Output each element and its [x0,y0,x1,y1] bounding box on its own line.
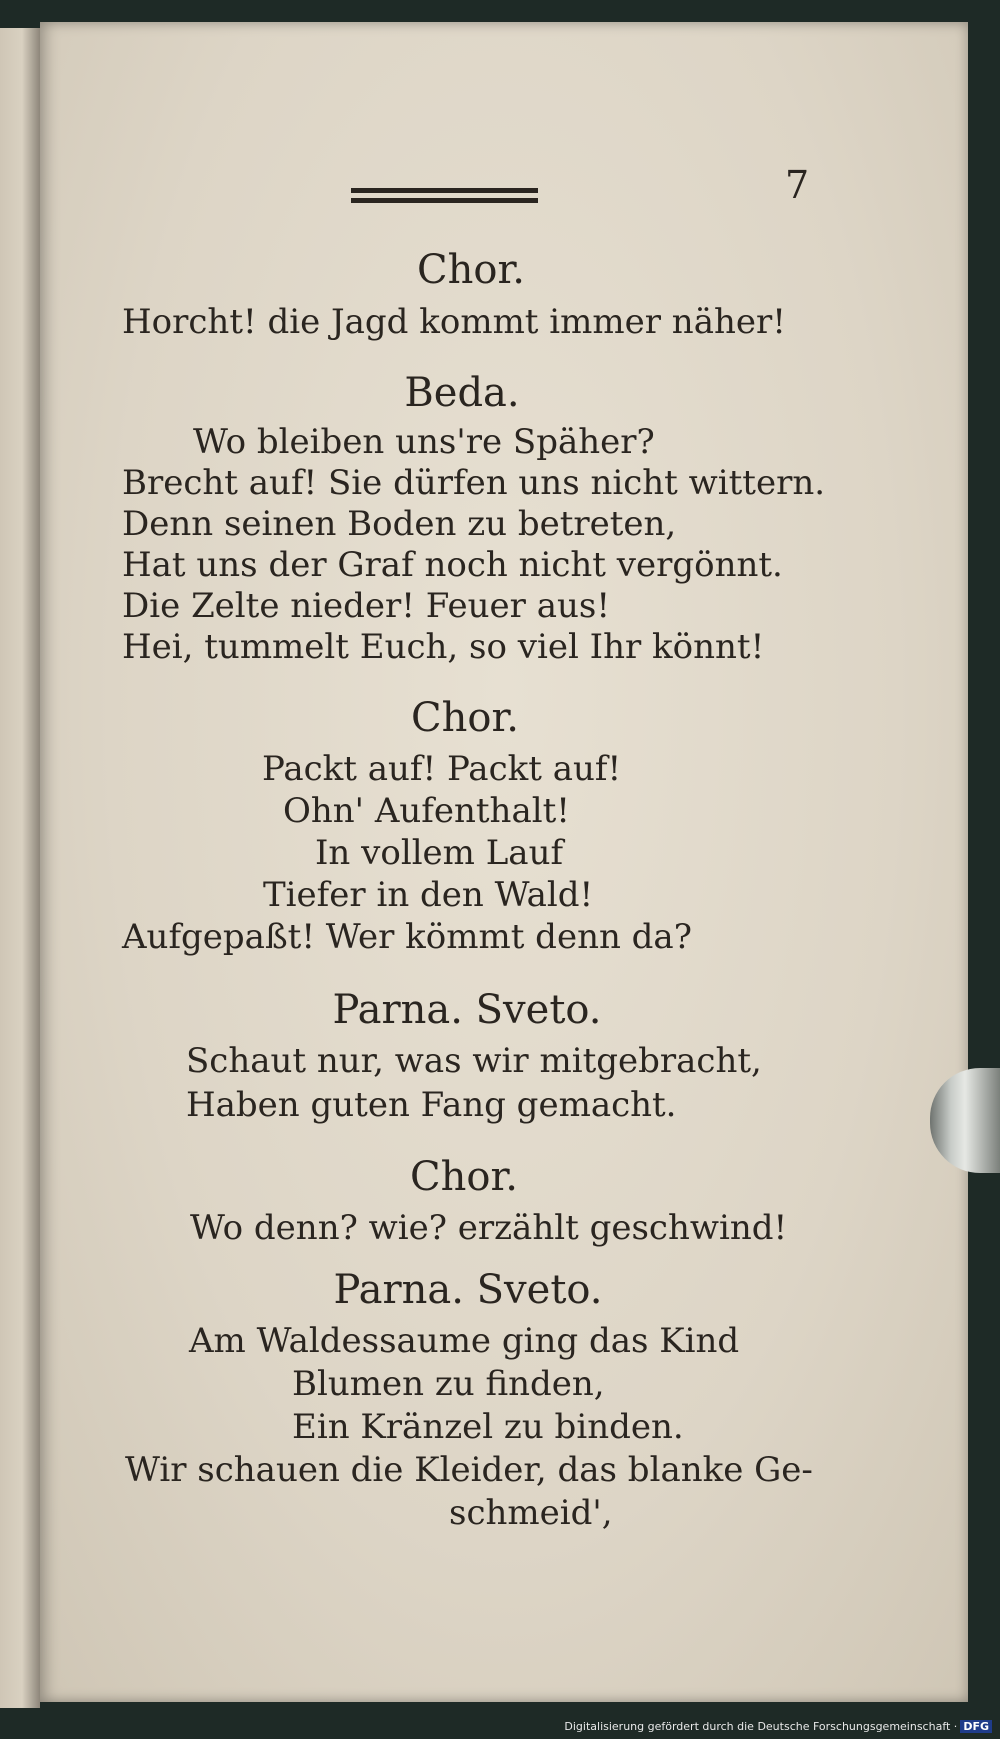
verse-line: Die Zelte nieder! Feuer aus! [122,586,610,626]
verse-line: Denn seinen Boden zu betreten, [122,504,677,544]
verse-line: Ohn' Aufenthalt! [283,791,570,831]
verse-line: Packt auf! Packt auf! [262,749,622,789]
verse-line: Ein Kränzel zu binden. [292,1407,684,1447]
verse-line: Aufgepaßt! Wer kömmt denn da? [122,917,692,957]
speaker-beda: Beda. [404,370,520,416]
dfg-logo: DFG [960,1720,992,1733]
left-page-edge [0,28,40,1708]
verse-line: Am Waldessaume ging das Kind [189,1321,740,1361]
speaker-chor-3: Chor. [410,1154,518,1200]
verse-line: Wo bleiben uns're Späher? [193,422,655,462]
speaker-chor-2: Chor. [411,695,519,741]
header-double-rule [351,188,538,208]
digitization-credit [564,1720,992,1733]
verse-line: Wir schauen die Kleider, das blanke Ge- [125,1450,813,1490]
speaker-parna-sveto-2: Parna. Sveto. [333,1267,603,1313]
verse-line: Horcht! die Jagd kommt immer näher! [122,302,786,342]
verse-line: Blumen zu finden, [292,1364,605,1404]
verse-line: schmeid', [449,1493,613,1533]
verse-line: In vollem Lauf [315,833,564,873]
verse-line: Schaut nur, was wir mitgebracht, [186,1041,762,1081]
speaker-chor-1: Chor. [417,247,525,293]
verse-line: Hei, tummelt Euch, so viel Ihr könnt! [122,627,765,667]
credit-text: Digitalisierung gefördert durch die Deutsche Forschungsgemeinschaft · [564,1720,958,1733]
page-number: 7 [785,163,810,207]
speaker-parna-sveto-1: Parna. Sveto. [332,987,602,1033]
verse-line: Hat uns der Graf noch nicht vergönnt. [122,545,783,585]
verse-line: Wo denn? wie? erzählt geschwind! [190,1208,788,1248]
verse-line: Haben guten Fang gemacht. [186,1085,677,1125]
verse-line: Tiefer in den Wald! [263,875,594,915]
verse-line: Brecht auf! Sie dürfen uns nicht wittern. [122,463,826,503]
